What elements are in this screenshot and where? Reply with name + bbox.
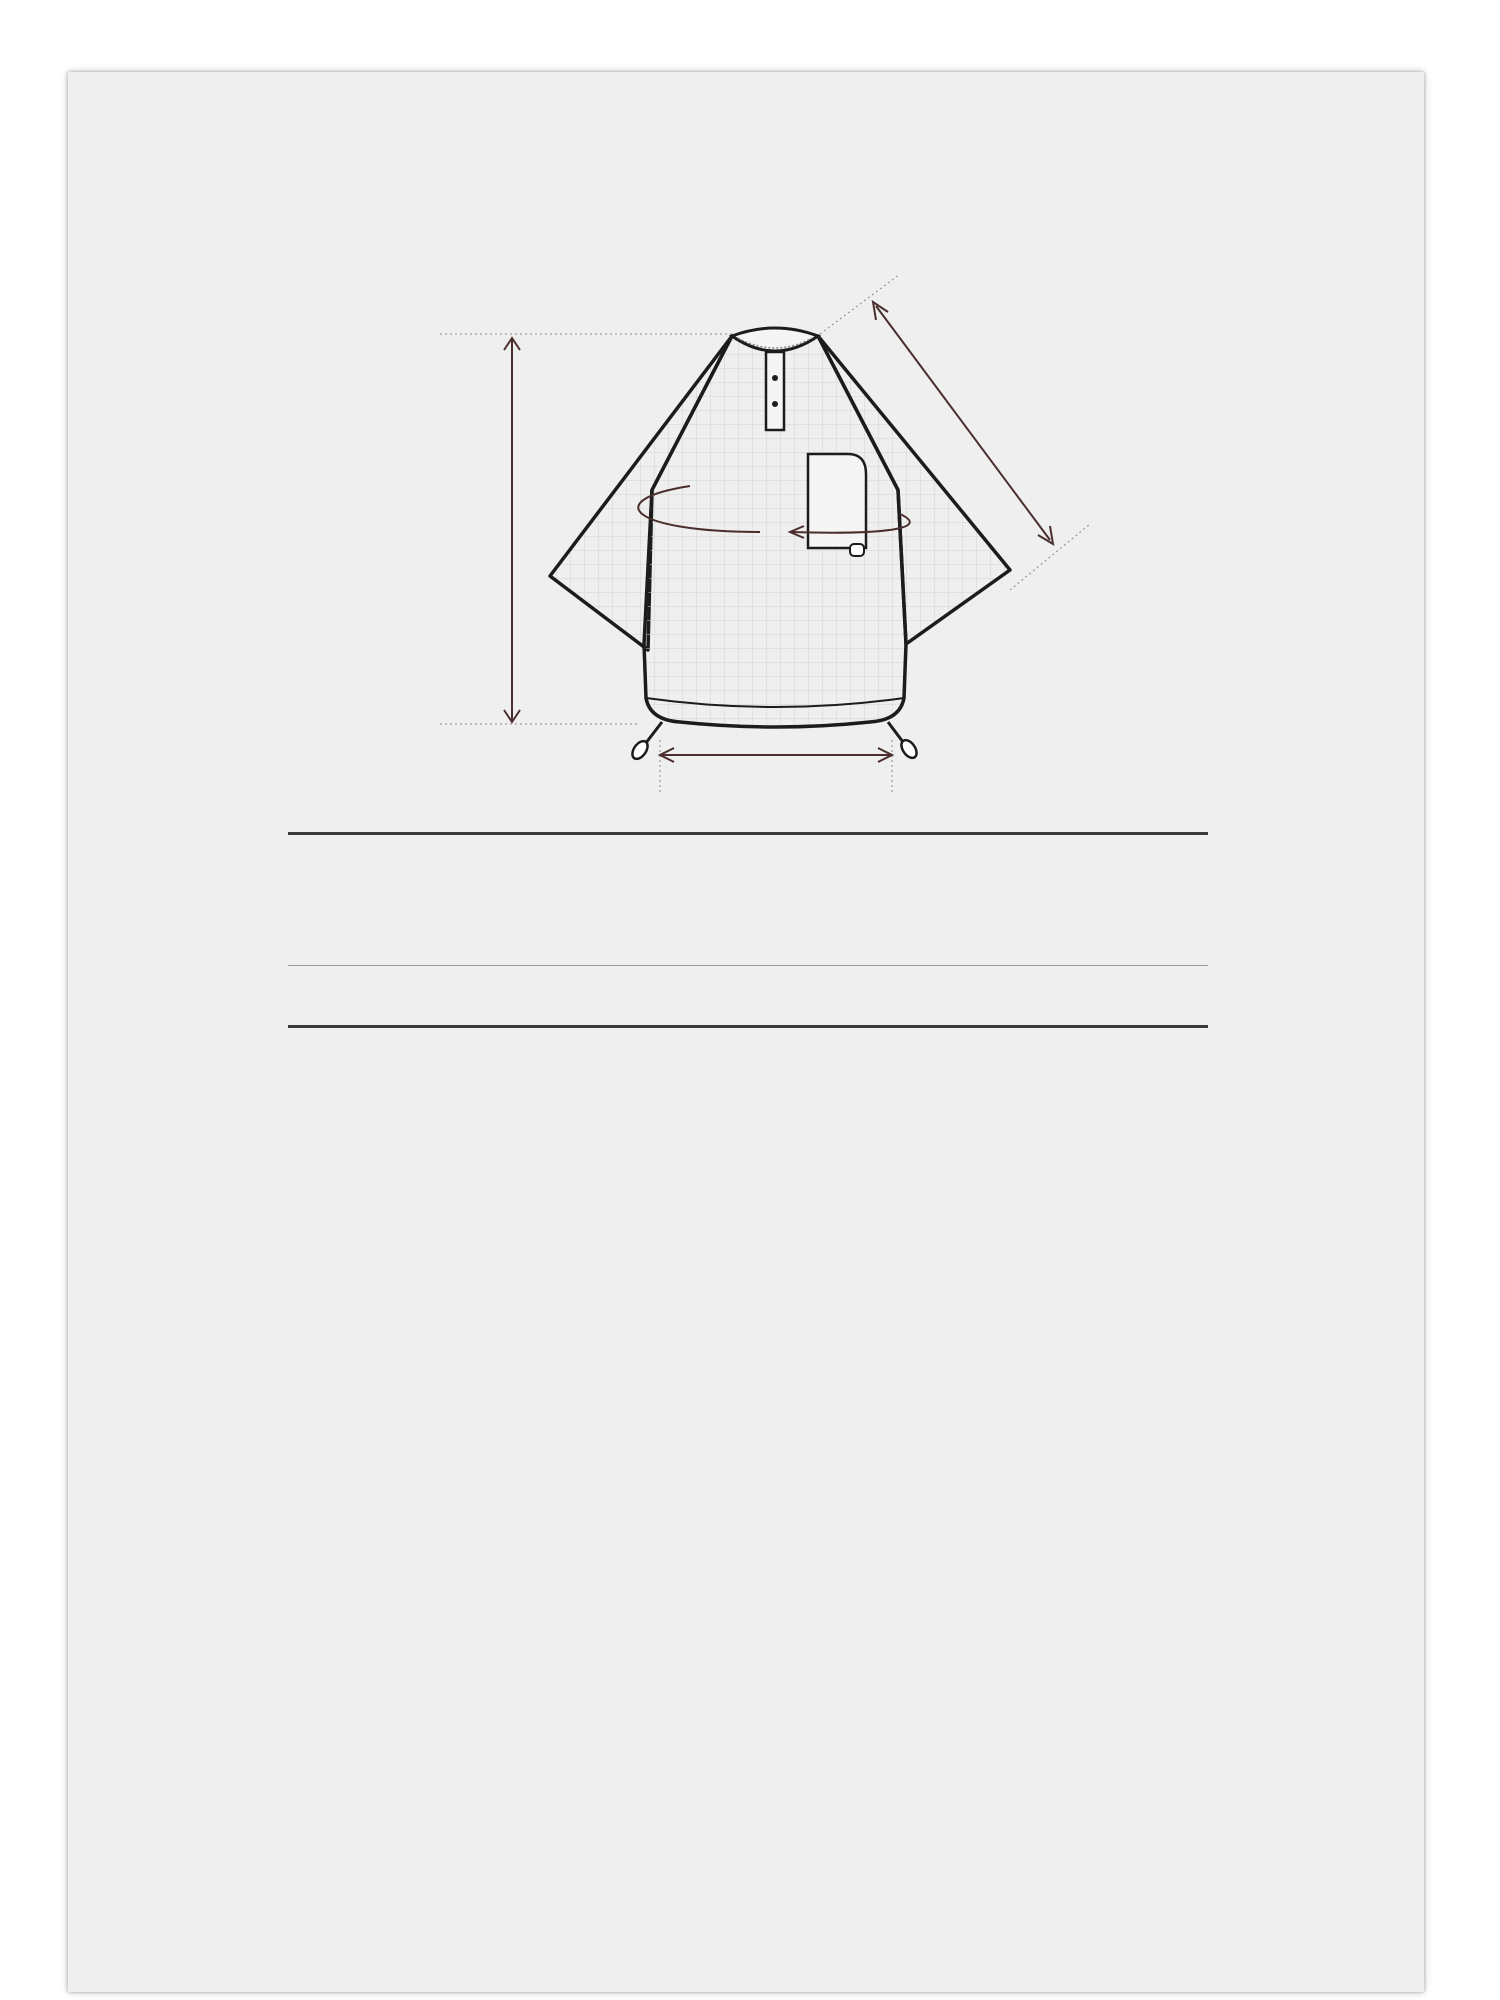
garment-diagram	[430, 270, 1110, 810]
size-recommendation-table	[288, 832, 1208, 1028]
shirt-measurement-illustration	[430, 270, 1110, 810]
